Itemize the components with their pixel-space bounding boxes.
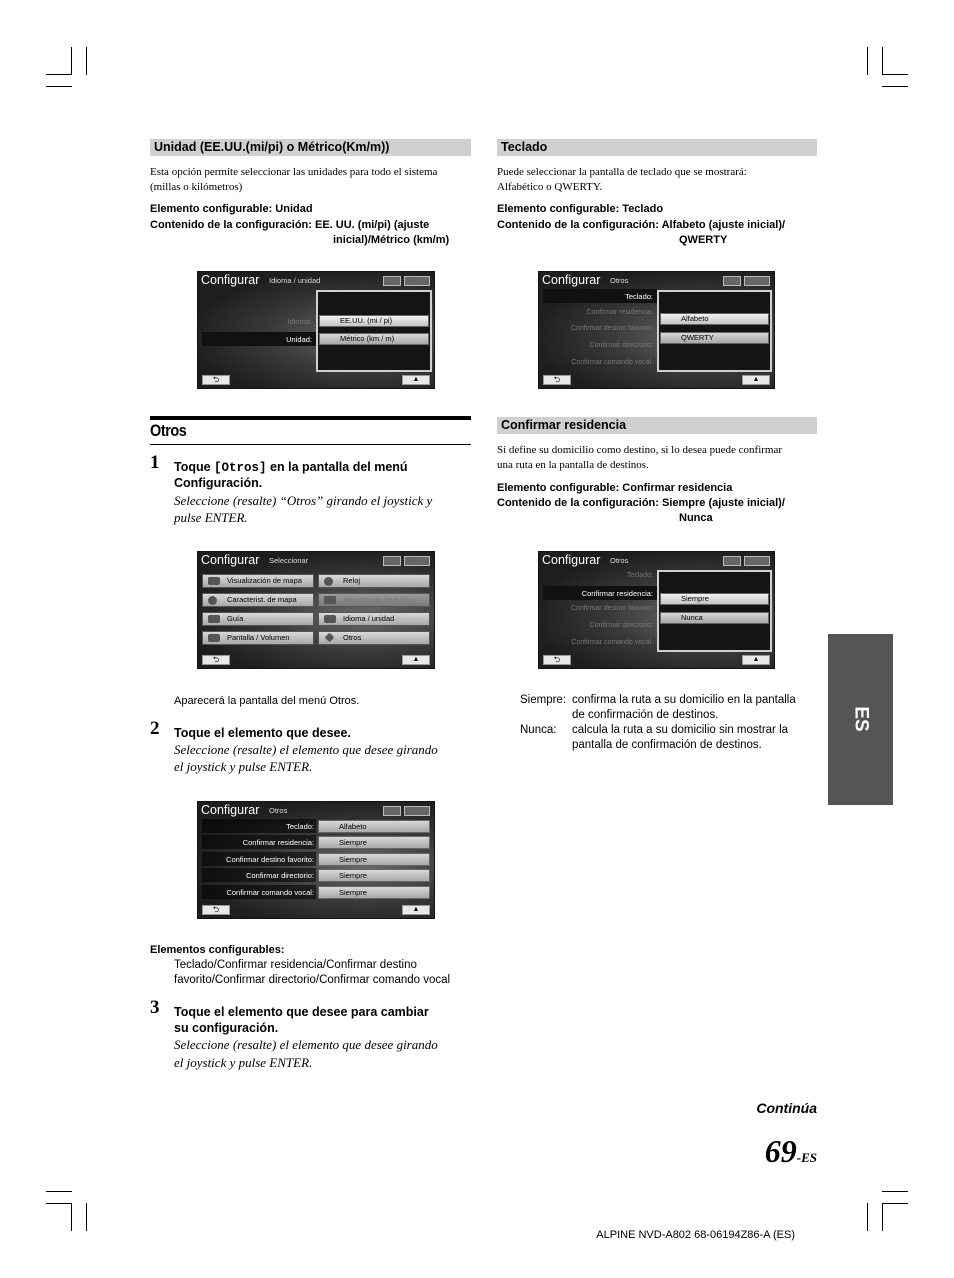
grid-icon[interactable]: [404, 276, 430, 286]
crop-mark: [882, 74, 908, 75]
screen-title: Configurar: [542, 273, 601, 287]
language-side-tab: [828, 634, 893, 805]
row-label-unidad: Unidad:: [286, 335, 312, 344]
section-heading-teclado: Teclado: [497, 139, 817, 156]
back-button[interactable]: ⮌: [202, 655, 230, 665]
row-label-directorio: Confirmar directorio:: [589, 622, 653, 629]
row-label-comando: Confirmar comando vocal:: [571, 639, 653, 646]
setting-value[interactable]: Siempre: [318, 869, 430, 882]
option-us-units[interactable]: EE.UU. (mi / pi): [319, 315, 429, 327]
row-label-destino: Confirmar destino favorito:: [570, 605, 653, 612]
up-button[interactable]: ▲: [742, 375, 770, 385]
crop-mark: [882, 1203, 908, 1204]
screen-title: Configurar: [201, 553, 260, 567]
row-label-residencia: Confirmar residencia:: [586, 309, 653, 316]
teclado-desc-line2: Alfabético o QWERTY.: [497, 181, 603, 193]
language-icon: [324, 615, 336, 623]
teclado-content-line1: Contenido de la configuración: Alfabeto (ajuste inicial)/: [497, 219, 786, 231]
otros-rule-top: [150, 416, 471, 420]
row-label-destino: Confirmar destino favorito:: [570, 325, 653, 332]
menu-guia[interactable]: Guía: [202, 612, 314, 626]
otros-rule-bottom: [150, 444, 471, 445]
def-siempre-line1: confirma la ruta a su domicilio en la pantalla: [572, 694, 796, 706]
crop-mark: [71, 1203, 72, 1231]
elements-list-line1: Teclado/Confirmar residencia/Confirmar destino: [174, 959, 417, 971]
crop-mark: [867, 1203, 868, 1231]
menu-otros[interactable]: Otros: [318, 631, 430, 645]
screen-teclado: [538, 271, 775, 389]
back-button[interactable]: ⮌: [543, 655, 571, 665]
grid-icon[interactable]: [404, 806, 430, 816]
section-heading-unidad: Unidad (EE.UU.(mi/pi) o Métrico(Km/m)): [150, 139, 471, 156]
teclado-desc-line1: Puede seleccionar la pantalla de teclado que se mostrará:: [497, 166, 747, 178]
def-siempre-term: Siempre:: [520, 694, 567, 706]
options-panel: [657, 290, 772, 372]
footer-model: ALPINE NVD-A802 68-06194Z86-A (ES): [596, 1229, 795, 1241]
window-icon[interactable]: [723, 556, 741, 566]
row-label-comando: Confirmar comando vocal:: [571, 359, 653, 366]
side-tab-label: ES: [850, 706, 872, 732]
setting-label: Confirmar comando vocal:: [226, 888, 314, 897]
clock-icon: [324, 577, 333, 586]
crop-mark: [882, 1203, 883, 1231]
up-button[interactable]: ▲: [402, 655, 430, 665]
residencia-content-line2: Nunca: [679, 512, 713, 524]
crop-mark: [867, 47, 868, 75]
page-number-suffix: -ES: [796, 1150, 817, 1165]
row-label-residencia: Confirmar residencia:: [581, 589, 653, 598]
screen-title: Configurar: [201, 803, 260, 817]
continua-label: Continúa: [756, 1100, 817, 1116]
screen-subtitle: Otros: [610, 276, 629, 285]
unidad-desc-line2: (millas o kilómetros): [150, 181, 243, 193]
traffic-icon: [324, 596, 336, 604]
teclado-element: Elemento configurable: Teclado: [497, 203, 664, 215]
window-icon[interactable]: [383, 556, 401, 566]
back-button[interactable]: ⮌: [202, 905, 230, 915]
teclado-content-line2: QWERTY: [679, 234, 728, 246]
row-label-directorio: Confirmar directorio:: [589, 342, 653, 349]
guide-icon: [208, 615, 220, 623]
step-3-title-line1: Toque el elemento que desee para cambiar: [174, 1005, 429, 1019]
step-2-instruction-line2: el joystick y pulse ENTER.: [174, 759, 313, 774]
setting-label: Confirmar destino favorito:: [226, 855, 314, 864]
option-siempre[interactable]: Siempre: [660, 593, 769, 605]
step-1-title-line2: Configuración.: [174, 476, 263, 490]
crop-mark: [46, 1203, 72, 1204]
option-qwerty[interactable]: QWERTY: [660, 332, 769, 344]
grid-icon[interactable]: [744, 276, 770, 286]
back-button[interactable]: ⮌: [202, 375, 230, 385]
window-icon[interactable]: [723, 276, 741, 286]
setting-value[interactable]: Siempre: [318, 836, 430, 849]
after-step1-note: Aparecerá la pantalla del menú Otros.: [174, 695, 360, 707]
crop-mark: [882, 1191, 908, 1192]
screen-subtitle: Otros: [269, 806, 288, 815]
menu-pantalla-volumen[interactable]: Pantalla / Volumen: [202, 631, 314, 645]
crop-mark: [86, 47, 87, 75]
unidad-content-line2: inicial)/Métrico (km/m): [333, 234, 450, 246]
screen-volume-icon: [208, 634, 220, 642]
window-icon[interactable]: [383, 806, 401, 816]
step-1-title-a: Toque: [174, 460, 215, 474]
up-button[interactable]: ▲: [402, 375, 430, 385]
options-panel: [316, 290, 432, 372]
def-nunca-line1: calcula la ruta a su domicilio sin mostrar la: [572, 724, 789, 736]
setting-value[interactable]: Alfabeto: [318, 820, 430, 833]
otros-heading: Otros: [150, 421, 187, 440]
unidad-content-line1: Contenido de la configuración: EE. UU. (mi/pi) (ajuste: [150, 219, 430, 231]
step-1-title-otros: [Otros]: [214, 461, 267, 475]
setting-label: Confirmar residencia:: [242, 838, 314, 847]
screen-title: Configurar: [201, 273, 260, 287]
grid-icon[interactable]: [744, 556, 770, 566]
crop-mark: [882, 47, 883, 75]
residencia-content-line1: Contenido de la configuración: Siempre (ajuste inicial)/: [497, 497, 785, 509]
unidad-desc-line1: Esta opción permite seleccionar las unidades para todo el sistema: [150, 166, 438, 178]
option-metric-units[interactable]: Métrico (km / m): [319, 333, 429, 345]
elements-list-line2: favorito/Confirmar directorio/Confirmar comando vocal: [174, 974, 451, 986]
diamond-icon: [325, 633, 335, 643]
setting-value[interactable]: Siempre: [318, 853, 430, 866]
def-siempre-line2: de confirmación de destinos.: [572, 709, 719, 721]
map-display-icon: [208, 577, 220, 585]
menu-idioma-unidad[interactable]: Idioma / unidad: [318, 612, 430, 626]
step-2-instruction-line1: Seleccione (resalte) el elemento que desee girando: [174, 742, 438, 757]
map-feature-icon: [208, 596, 217, 605]
row-label-idioma: Idioma:: [287, 317, 312, 326]
options-panel: [657, 570, 772, 652]
crop-mark: [882, 86, 908, 87]
back-button[interactable]: ⮌: [543, 375, 571, 385]
row-label-teclado: Teclado:: [625, 292, 653, 301]
page-number-value: 69: [764, 1133, 797, 1169]
def-nunca-line2: pantalla de confirmación de destinos.: [572, 739, 762, 751]
step-3-number: 3: [150, 997, 160, 1018]
crop-mark: [71, 47, 72, 75]
setting-label: Confirmar directorio:: [246, 871, 314, 880]
elements-heading: Elementos configurables:: [150, 944, 285, 956]
residencia-desc-line1: Si define su domicilio como destino, si lo desea puede confirmar: [497, 444, 783, 456]
step-1-instruction-line1: Seleccione (resalte) “Otros” girando el joystick y: [174, 493, 433, 508]
unidad-element: Elemento configurable: Unidad: [150, 203, 313, 215]
crop-mark: [46, 86, 72, 87]
step-1-title: [174, 459, 408, 476]
window-icon[interactable]: [383, 276, 401, 286]
residencia-element: Elemento configurable: Confirmar residencia: [497, 482, 733, 494]
screen-subtitle: Seleccionar: [269, 556, 309, 565]
step-2-number: 2: [150, 718, 160, 739]
menu-informacion-trafico[interactable]: Información de tráfico: [318, 593, 430, 607]
crop-mark: [86, 1203, 87, 1231]
screen-idioma-unidad: [197, 271, 435, 389]
grid-icon[interactable]: [404, 556, 430, 566]
screen-otros-list: [197, 801, 435, 919]
def-nunca-term: Nunca:: [520, 724, 557, 736]
screen-subtitle: Otros: [610, 556, 629, 565]
step-3-title-line2: su configuración.: [174, 1021, 279, 1035]
residencia-desc-line2: una ruta en la pantalla de destinos.: [497, 459, 649, 471]
step-1-number: 1: [150, 452, 160, 473]
menu-caracterist-mapa[interactable]: Caracterist. de mapa: [202, 593, 314, 607]
menu-reloj[interactable]: Reloj: [318, 574, 430, 588]
screen-subtitle: Idioma / unidad: [269, 276, 321, 285]
up-button[interactable]: ▲: [402, 905, 430, 915]
option-alfabeto[interactable]: Alfabeto: [660, 313, 769, 325]
step-2-title: Toque el elemento que desee.: [174, 726, 351, 740]
screen-confirmar-residencia: [538, 551, 775, 669]
setting-value[interactable]: Siempre: [318, 886, 430, 899]
screen-title: Configurar: [542, 553, 601, 567]
section-heading-residencia: Confirmar residencia: [497, 417, 817, 434]
page-number: [700, 1133, 817, 1170]
menu-visualizacion-mapa[interactable]: Visualización de mapa: [202, 574, 314, 588]
step-3-instruction-line2: el joystick y pulse ENTER.: [174, 1055, 313, 1070]
option-nunca[interactable]: Nunca: [660, 612, 769, 624]
screen-seleccionar: [197, 551, 435, 669]
step-1-title-c: en la pantalla del menú: [266, 460, 408, 474]
row-label-teclado: Teclado:: [626, 572, 653, 579]
crop-mark: [46, 1191, 72, 1192]
setting-label: Teclado:: [286, 822, 314, 831]
step-1-instruction-line2: pulse ENTER.: [174, 510, 248, 525]
up-button[interactable]: ▲: [742, 655, 770, 665]
step-3-instruction-line1: Seleccione (resalte) el elemento que desee girando: [174, 1037, 438, 1052]
crop-mark: [46, 74, 72, 75]
